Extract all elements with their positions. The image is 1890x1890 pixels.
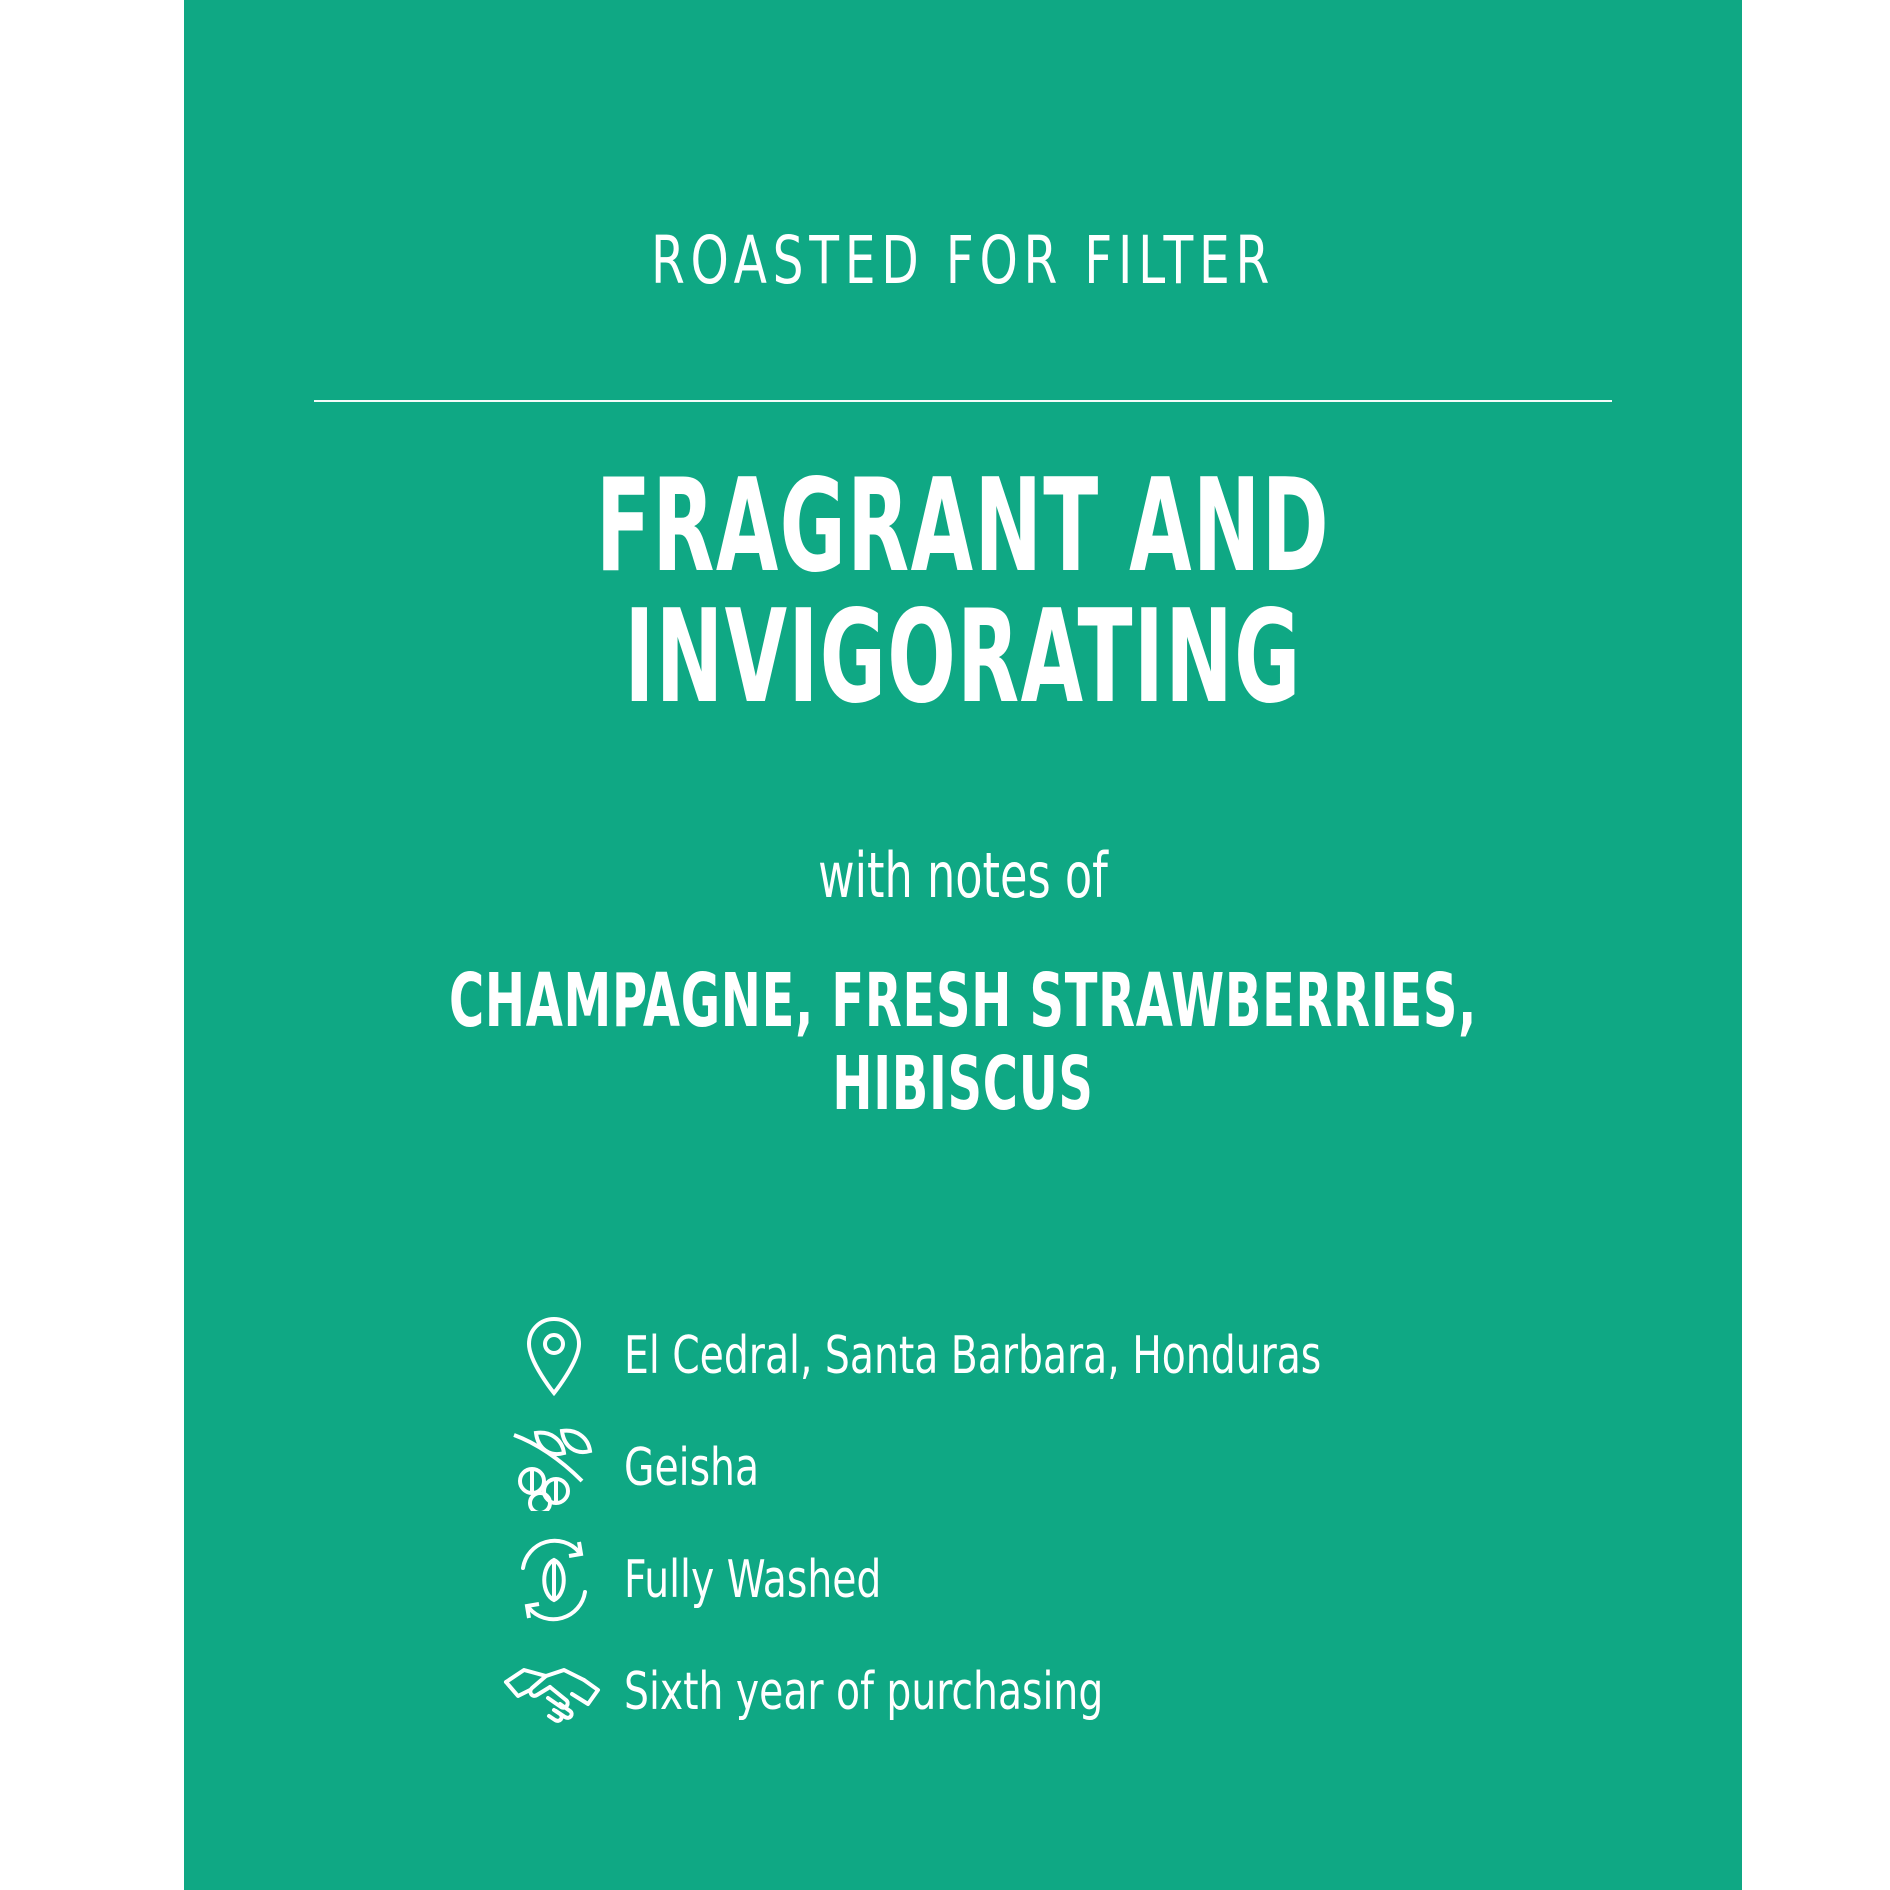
kicker-text: ROASTED FOR FILTER <box>650 222 1276 299</box>
fact-label: Fully Washed <box>624 1550 882 1610</box>
headline-line-1: FRAGRANT AND <box>595 452 1331 601</box>
fact-label: Geisha <box>624 1438 760 1498</box>
coffee-label-card <box>184 0 1742 1890</box>
label-content <box>184 0 1742 1890</box>
fact-row <box>502 1412 1602 1524</box>
divider-rule <box>314 400 1612 402</box>
fact-row <box>502 1636 1602 1748</box>
headline-line-2: INVIGORATING <box>624 582 1302 732</box>
coffee-branch-icon <box>502 1420 606 1516</box>
fact-row <box>502 1300 1602 1412</box>
location-pin-icon <box>502 1308 606 1404</box>
fact-row <box>502 1524 1602 1636</box>
tasting-notes <box>431 960 1495 1126</box>
with-notes-label: with notes of <box>818 839 1108 912</box>
fact-label: Sixth year of purchasing <box>624 1662 1104 1722</box>
washed-process-icon <box>502 1532 606 1628</box>
headline <box>460 452 1467 732</box>
fact-label: El Cedral, Santa Barbara, Honduras <box>624 1326 1322 1386</box>
handshake-icon <box>502 1644 606 1740</box>
tasting-notes-line-1: CHAMPAGNE, FRESH STRAWBERRIES, <box>448 958 1478 1044</box>
facts-list <box>502 1300 1602 1748</box>
tasting-notes-line-2: HIBISCUS <box>832 1040 1094 1127</box>
